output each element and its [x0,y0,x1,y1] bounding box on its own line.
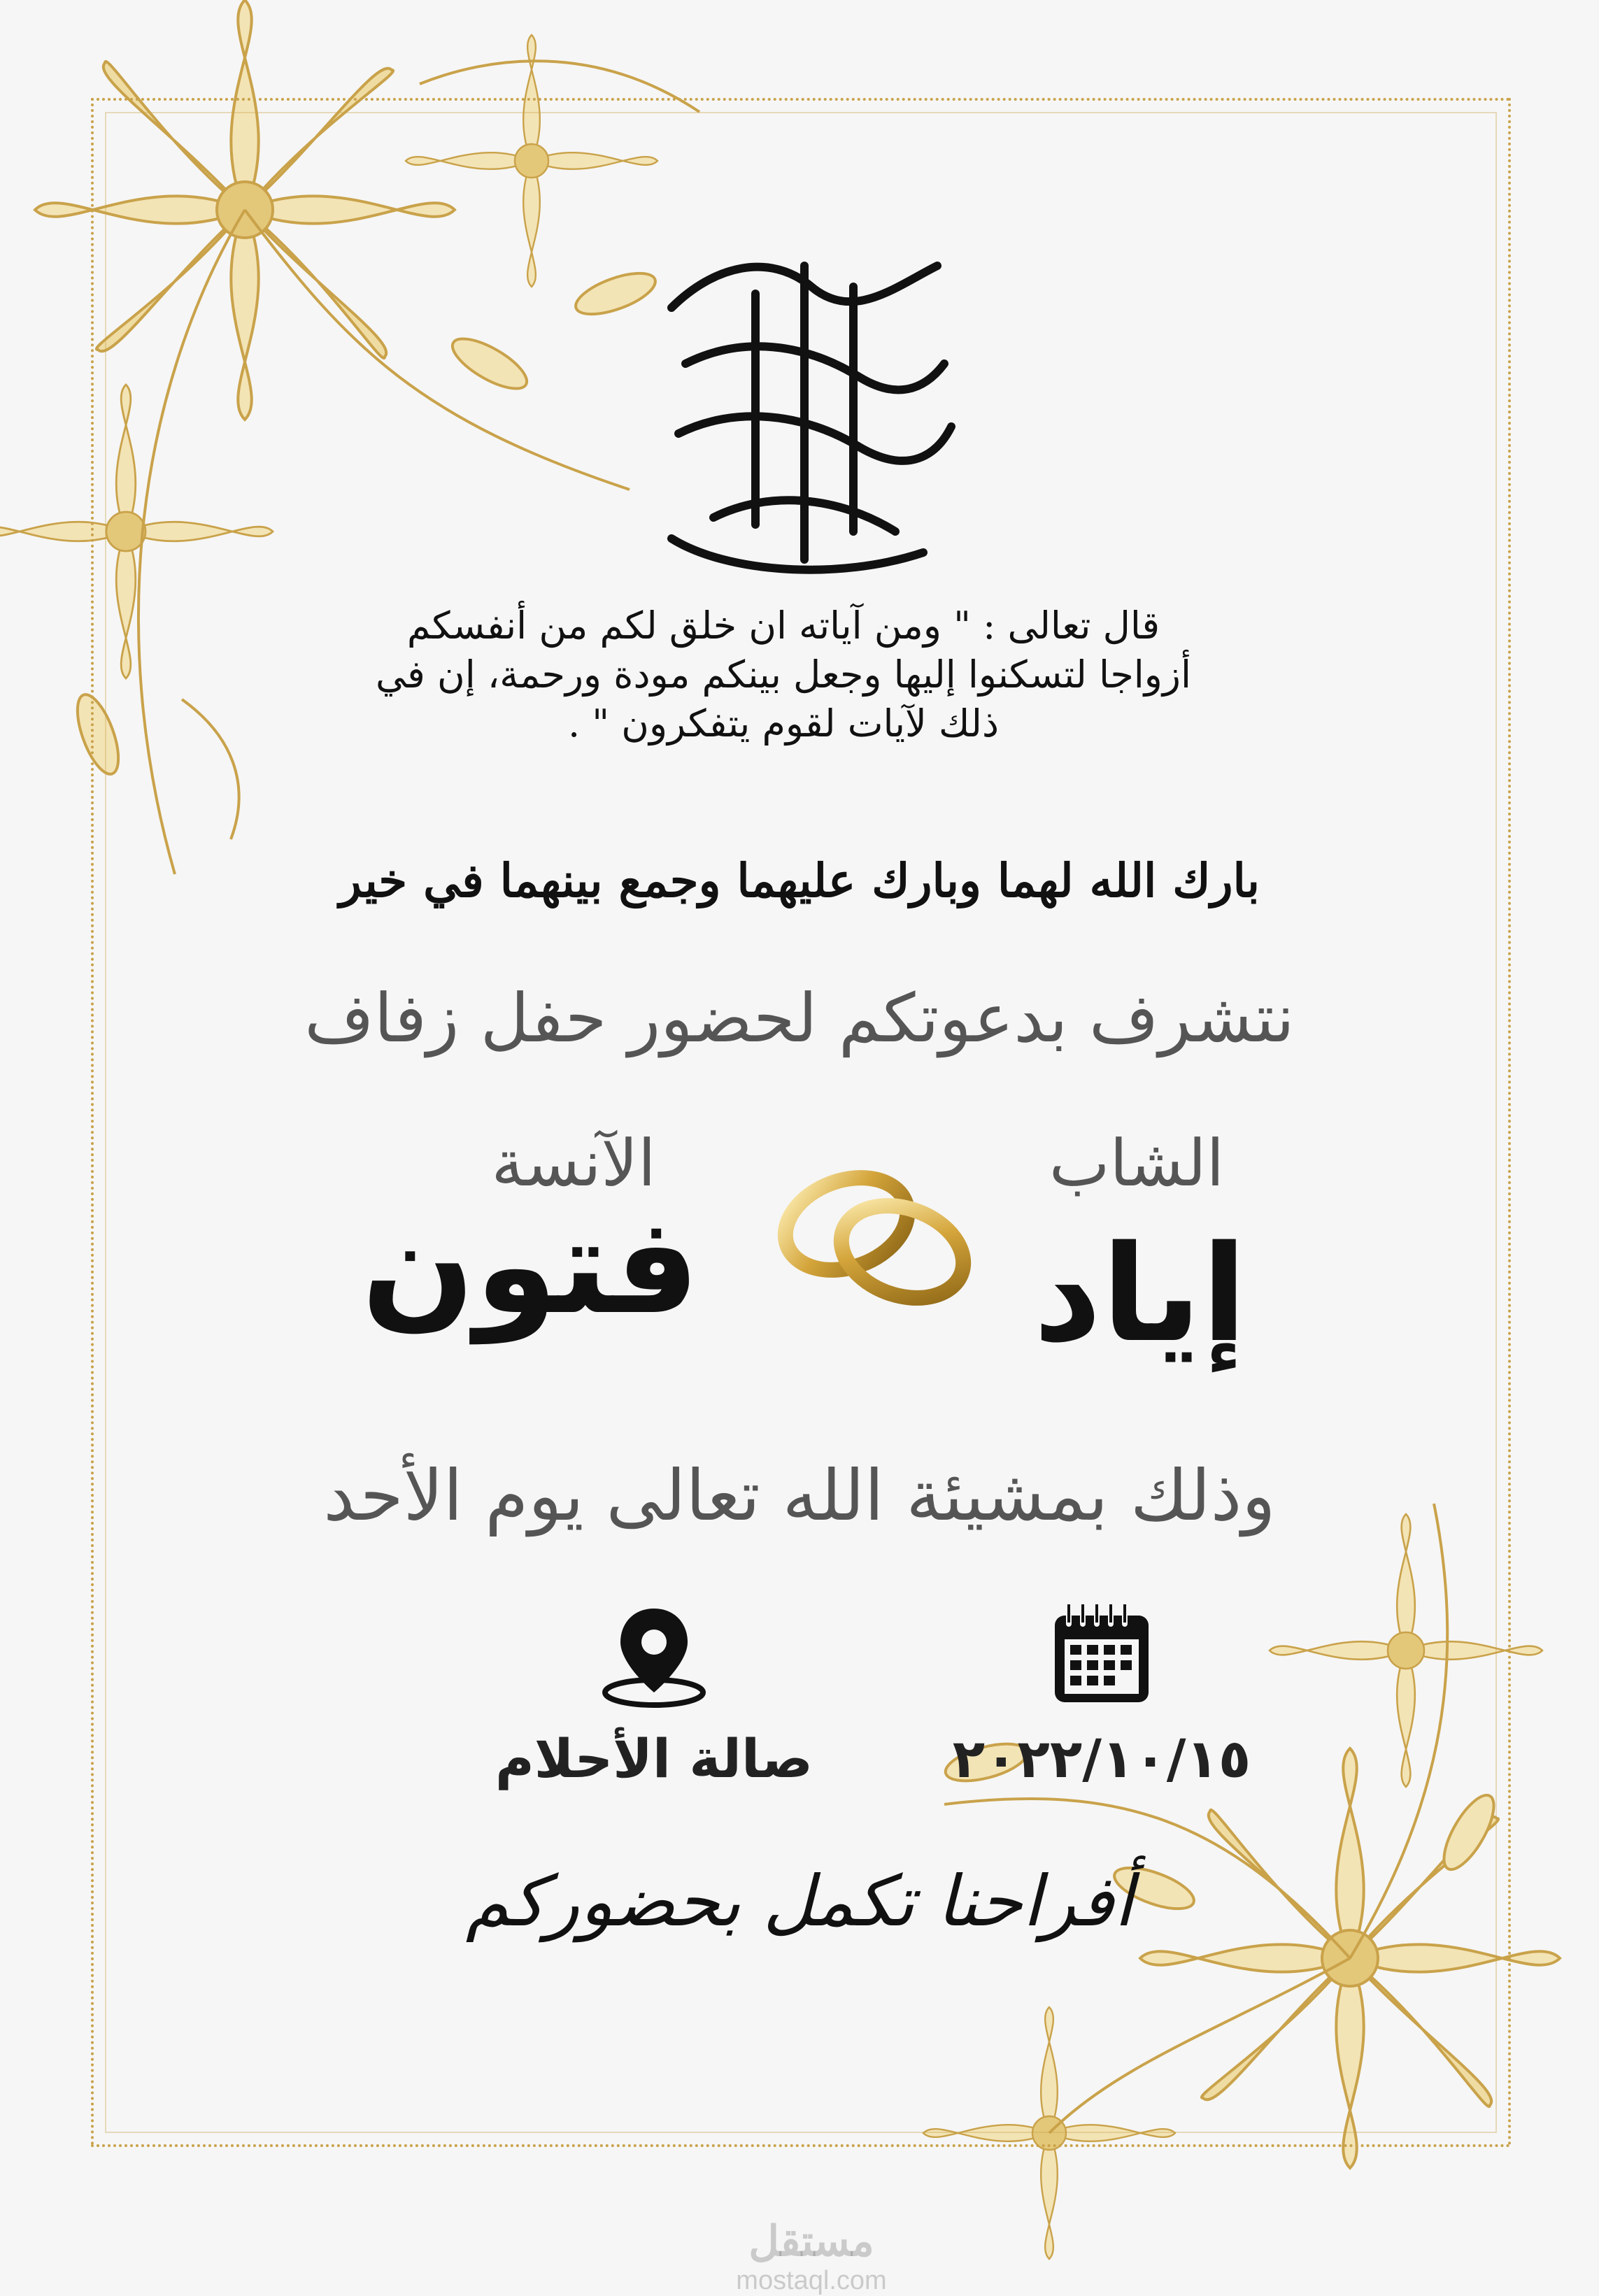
location-pin-icon [598,1602,710,1713]
basmala-calligraphy [630,224,979,587]
mostaql-watermark [699,2217,923,2296]
wedding-rings-icon [769,1154,979,1322]
groom-label: الشاب [1049,1126,1225,1201]
watermark-url: mostaql.com [736,2266,887,2295]
calendar-icon [1049,1602,1154,1706]
event-date: ٢٠٢٢/١٠/١٥ [952,1727,1251,1790]
blessing-text: بارك الله لهما وبارك عليهما وجمع بينهما في خير [339,853,1260,908]
event-venue: صالة الأحلام [495,1727,813,1790]
watermark-arabic: مستقل [748,2218,874,2265]
verse-line-2: أزواجا لتسكنوا إليها وجعل بينكم مودة ورحمة، إن في [376,653,1191,697]
bride-label: الآنسة [491,1126,656,1201]
bride-name: فتون [361,1189,699,1343]
closing-line: أفراحنا تكمل بحضوركم [465,1860,1134,1942]
event-day-line: وذلك بمشيئة الله تعالى يوم الأحد [323,1455,1276,1536]
verse-line-1: قال تعالى : " ومن آياته ان خلق لكم من أنفسكم [406,604,1160,648]
groom-name: إياد [1033,1217,1247,1371]
invitation-line: نتشرف بدعوتكم لحضور حفل زفاف [304,979,1295,1057]
verse-line-3: ذلك لآيات لقوم يتفكرون " . [567,701,1000,746]
quran-verse [329,601,1238,748]
